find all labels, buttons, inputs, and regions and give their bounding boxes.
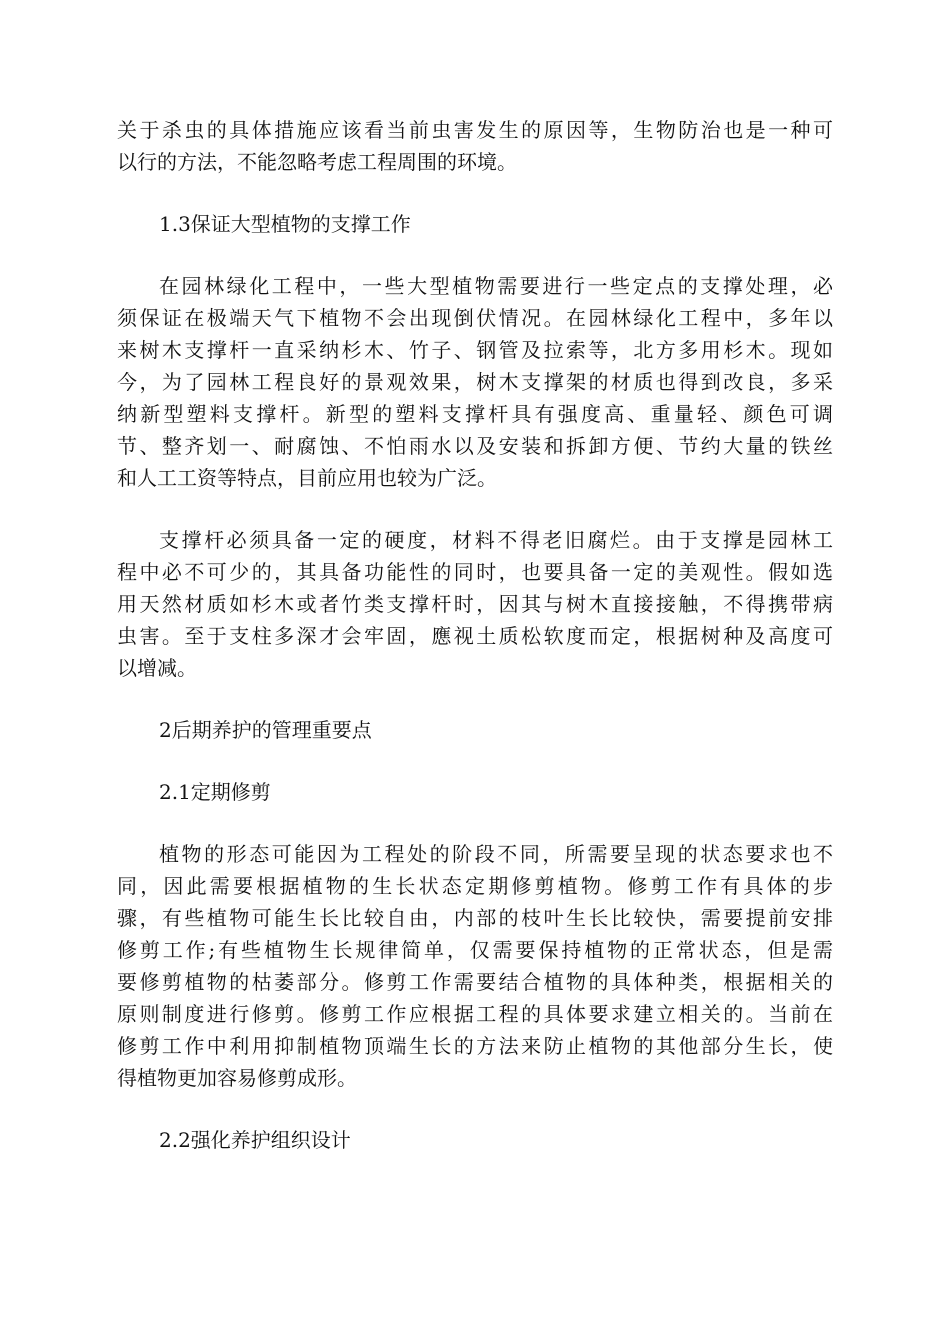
- paragraph-support-hardness: [117, 524, 833, 684]
- text-line: 原则制度进行修剪。修剪工作应根据工程的具体要求建立相关的。当前在: [117, 1002, 833, 1026]
- text-line: 要修剪植物的枯萎部分。修剪工作需要结合植物的具体种类，根据相关的: [117, 970, 833, 994]
- heading-2-1: 2.1定期修剪: [159, 780, 271, 804]
- text-line: 植物的形态可能因为工程处的阶段不同，所需要呈现的状态要求也不: [159, 842, 833, 866]
- text-line: 在园林绿化工程中，一些大型植物需要进行一些定点的支撑处理，必: [159, 274, 833, 298]
- document-page: [117, 114, 833, 1156]
- text-line: 得植物更加容易修剪成形。: [117, 1066, 357, 1090]
- text-line: 以行的方法，不能忽略考虑工程周围的环境。: [117, 150, 517, 174]
- text-line: 节、整齐划一、耐腐蚀、不怕雨水以及安装和拆卸方便、节约大量的铁丝: [117, 434, 833, 458]
- text-line: 和人工工资等特点，目前应用也较为广泛。: [117, 466, 497, 490]
- heading-1-3: 1.3保证大型植物的支撑工作: [159, 212, 411, 236]
- heading-2-2: 2.2强化养护组织设计: [159, 1128, 351, 1152]
- text-line: 虫害。至于支柱多深才会牢固，應视土质松软度而定，根据树种及高度可: [117, 624, 833, 648]
- text-line: 同，因此需要根据植物的生长状态定期修剪植物。修剪工作有具体的步: [117, 874, 833, 898]
- paragraph-pruning: [117, 838, 833, 1094]
- text-line: 修剪工作中利用抑制植物顶端生长的方法来防止植物的其他部分生长，使: [117, 1034, 833, 1058]
- text-line: 用天然材质如杉木或者竹类支撑杆时，因其与树木直接接触，不得携带病: [117, 592, 833, 616]
- paragraph-support-intro: [117, 270, 833, 494]
- heading-2: 2后期养护的管理重要点: [159, 718, 372, 742]
- text-line: 修剪工作;有些植物生长规律简单，仅需要保持植物的正常状态，但是需: [117, 938, 833, 962]
- text-line: 骤，有些植物可能生长比较自由，内部的枝叶生长比较快，需要提前安排: [117, 906, 833, 930]
- text-line: 支撑杆必须具备一定的硬度，材料不得老旧腐烂。由于支撑是园林工: [159, 528, 833, 552]
- text-line: 来树木支撑杆一直采纳杉木、竹子、钢管及拉索等，北方多用杉木。现如: [117, 338, 833, 362]
- text-line: 纳新型塑料支撑杆。新型的塑料支撑杆具有强度高、重量轻、颜色可调: [117, 402, 833, 426]
- text-line: 以增减。: [117, 656, 197, 680]
- paragraph-pest-control: [117, 114, 833, 178]
- text-line: 须保证在极端天气下植物不会出现倒伏情况。在园林绿化工程中，多年以: [117, 306, 833, 330]
- text-line: 今，为了园林工程良好的景观效果，树木支撑架的材质也得到改良，多采: [117, 370, 833, 394]
- text-line: 程中必不可少的，其具备功能性的同时，也要具备一定的美观性。假如选: [117, 560, 833, 584]
- text-line: 关于杀虫的具体措施应该看当前虫害发生的原因等，生物防治也是一种可: [117, 118, 833, 142]
